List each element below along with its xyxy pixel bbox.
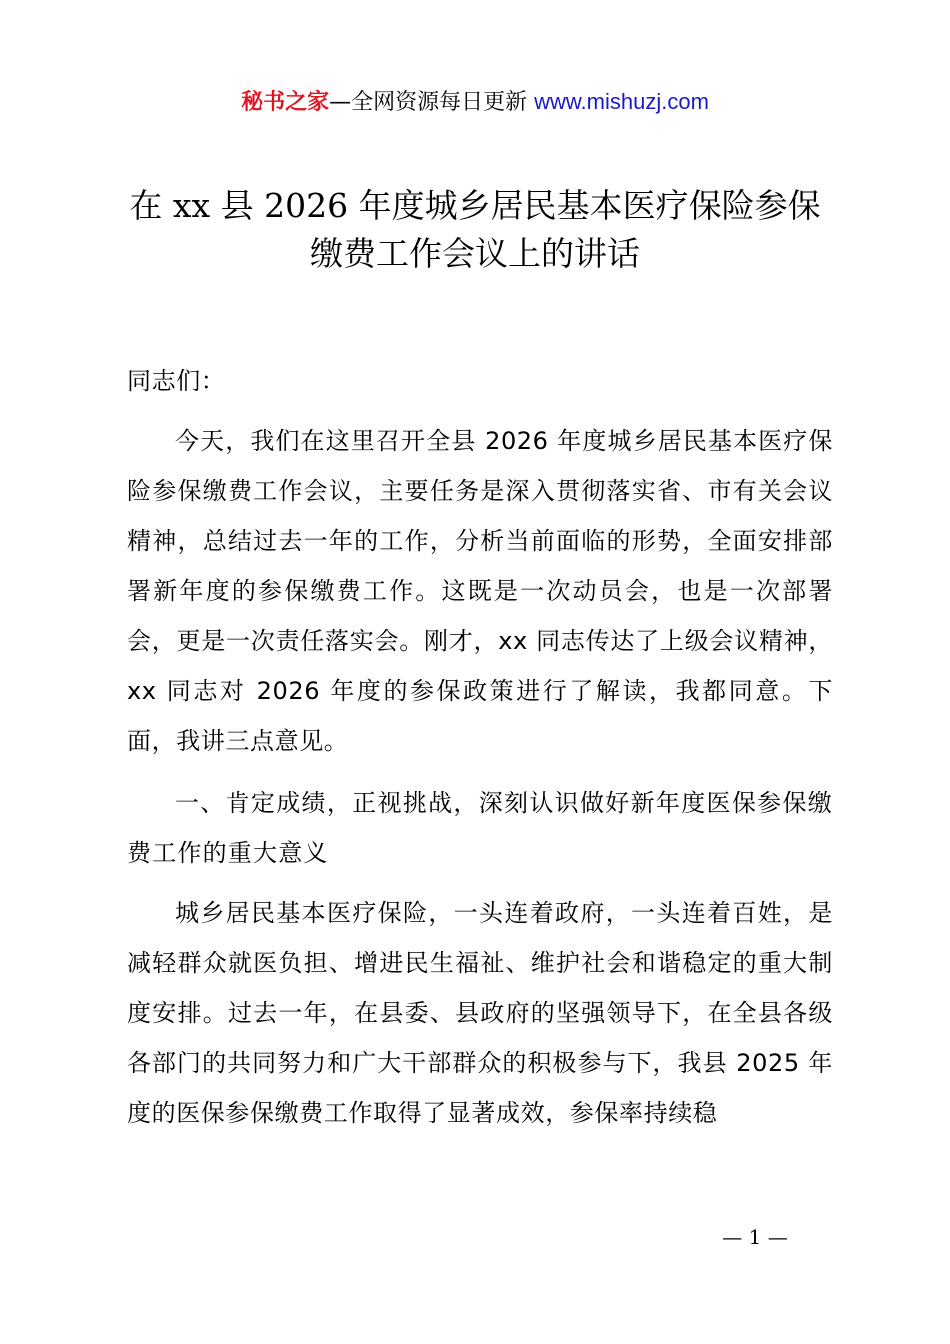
paragraph-intro: 今天，我们在这里召开全县 2026 年度城乡居民基本医疗保险参保缴费工作会议，主要任务是深入贯彻落实省、市有关会议精神，总结过去一年的工作，分析当前面临的形势，全面安排部署新年度的参保缴费工作。这既是一次动员会，也是一次部署会，更是一次责任落实会。刚才，xx 同志传达了上级会议精神，xx 同志对 2026 年度的参保政策进行了解读，我都同意。下面，我讲三点意见。 [127,427,833,755]
document-body [127,356,833,1138]
banner-brand: 秘书之家 [241,90,330,115]
banner-tagline: —全网资源每日更新 [329,90,528,115]
document-title [0,182,950,278]
title-line-1: 在 xx 县 2026 年度城乡居民基本医疗保险参保 [129,186,821,225]
banner-url-link[interactable]: www.mishuzj.com [534,89,709,114]
title-line-2: 缴费工作会议上的讲话 [310,234,640,273]
site-banner [0,86,950,119]
page-number: — 1 — [722,1225,788,1249]
salutation: 同志们： [127,367,226,395]
paragraph-section-1: 城乡居民基本医疗保险，一头连着政府，一头连着百姓，是减轻群众就医负担、增进民生福祉、维护社会和谐稳定的重大制度安排。过去一年，在县委、县政府的坚强领导下，在全县各级各部门的共同努力和广大干部群众的积极参与下，我县 2025 年度的医保参保缴费工作取得了显著成效，参保率持续稳 [127,899,833,1127]
section-heading-1: 一、肯定成绩，正视挑战，深刻认识做好新年度医保参保缴费工作的重大意义 [127,789,833,867]
